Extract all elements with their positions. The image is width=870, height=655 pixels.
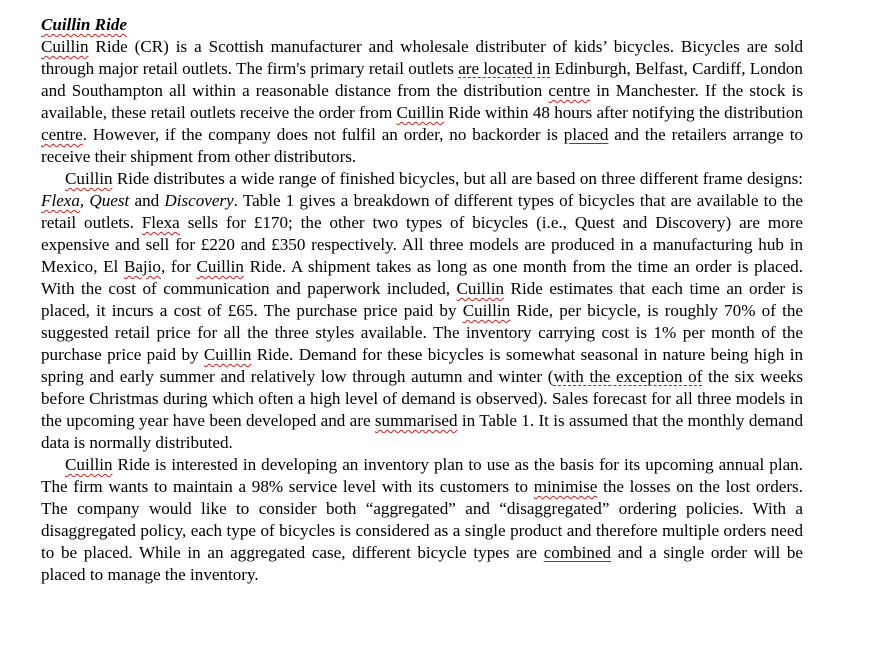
spell-flag: Cuillin: [65, 455, 113, 474]
spell-flag: Flexa: [41, 191, 80, 210]
spell-flag: Cuillin: [462, 301, 511, 320]
text-run: Ride estimates that each time an order is placed, it incurs a cost of £65. The purchase price paid by: [41, 279, 803, 320]
grammar-flag: are located in: [458, 59, 551, 78]
grammar-flag: placed: [563, 125, 609, 144]
text-run: Ride distributes a wide range of finished bicycles, but all are based on three different frame designs:: [112, 169, 803, 188]
spell-flag: Cuillin: [196, 257, 244, 276]
text-run: Ride within 48 hours after notifying the distribution: [444, 103, 803, 122]
spell-flag: Flexa: [141, 213, 180, 232]
grammar-flag: combined: [543, 543, 612, 562]
text-run: Discovery: [164, 191, 234, 210]
text-run: Ride, per bicycle, is roughly 70% of the suggested retail price for all the three styles available. The inventory carrying cost is 1% per month of the purchase price paid by: [41, 301, 804, 364]
text-run: Ride (CR) is a Scottish manufacturer and wholesale distributer of kids’ bicycles. Bicycles are sold through major retail outlets. The firm's primary retail outlets: [41, 37, 803, 78]
paragraph-1: [41, 36, 803, 168]
text-run: . However, if the company does not fulfil an order, no backorder is: [82, 125, 564, 144]
spell-flag: centre: [548, 81, 591, 100]
spell-flag: centre: [41, 125, 83, 144]
text-run: and: [129, 191, 165, 210]
spell-flag: Cuillin: [456, 279, 505, 298]
spell-flag: Cuillin: [41, 37, 89, 56]
document-body: [41, 14, 803, 586]
text-run: in Table 1. It is assumed that the monthly demand data is normally distributed.: [41, 411, 803, 452]
spell-flag: Cuillin: [203, 345, 252, 364]
text-run: sells for £170; the other two types of bicycles (i.e., Quest and Discovery) are more expensive and sell for £220 and £350 respectively. All three models are produced in a manufacturing hub in Mexico, El: [41, 213, 803, 276]
text-run: Edinburgh, Belfast, Cardiff, London and Southampton all within a reasonable distance from the distribution: [41, 59, 803, 100]
text-run: Ride. A shipment takes as long as one month from the time an order is placed. With the cost of communication and paperwork included,: [41, 257, 803, 298]
paragraph-2: [41, 168, 803, 454]
paragraph-3: [41, 454, 803, 586]
text-run: Ride is interested in developing an inventory plan to use as the basis for its upcoming annual plan. The firm wants to maintain a 98% service level with its customers to: [41, 455, 803, 496]
grammar-flag: with the exception of: [553, 367, 703, 386]
spell-flag: Cuillin: [396, 103, 445, 122]
spell-flag: Cuillin: [65, 169, 113, 188]
text-run: and a single order will be placed to manage the inventory.: [41, 543, 803, 584]
text-run: . Table 1 gives a breakdown of different types of bicycles that are available to the retail outlets.: [41, 191, 803, 232]
document-title: Cuillin Ride: [41, 15, 127, 34]
text-run: in Manchester. If the stock is available, these retail outlets receive the order from: [41, 81, 803, 122]
spell-flag: summarised: [374, 411, 458, 430]
spell-flag: Bajio: [123, 257, 161, 276]
text-run: the six weeks before Christmas during which often a high level of demand is observed). Sales forecast for all three models in the upcoming year have been developed and are: [41, 367, 803, 430]
text-run: Ride. Demand for these bicycles is somewhat seasonal in nature being high in spring and early summer and relatively low through autumn and winter (: [41, 345, 803, 386]
text-run: and the retailers arrange to receive their shipment from other distributors.: [41, 125, 804, 166]
text-run: , for: [160, 257, 197, 276]
spell-flag: minimise: [533, 477, 598, 496]
text-run: , Quest: [79, 191, 130, 210]
text-run: the losses on the lost orders. The company would like to consider both “aggregated” and “disaggregated” ordering policies. With a disaggregated policy, each type of bicycles is considered as a single product and therefore multiple orders need to be placed. While in an aggregated case, different bicycle types are: [41, 477, 803, 562]
